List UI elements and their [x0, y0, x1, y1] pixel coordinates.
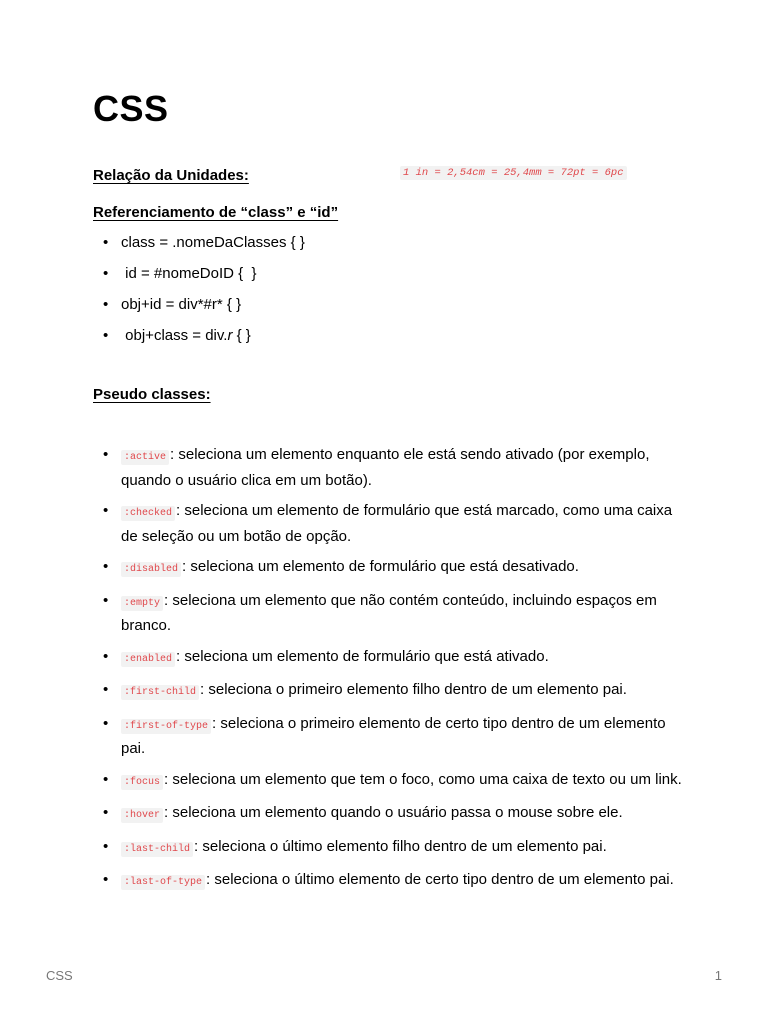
pseudo-code: :first-child: [121, 685, 199, 700]
pseudo-code: :empty: [121, 596, 163, 611]
list-item: [93, 802, 683, 828]
list-item: [93, 500, 683, 548]
bullet-icon: •: [103, 502, 109, 519]
list-item: [93, 556, 683, 582]
pseudo-code: :last-child: [121, 842, 193, 857]
pseudo-desc: : seleciona o último elemento de certo tipo dentro de um elemento pai.: [206, 871, 674, 888]
pseudo-code: :active: [121, 450, 169, 465]
bullet-icon: •: [103, 770, 109, 788]
pseudo-desc: : seleciona um elemento de formulário que está marcado, como uma caixa de seleção ou um botão de opção.: [121, 502, 673, 545]
bullet-icon: •: [103, 234, 109, 251]
bullet-icon: •: [103, 871, 109, 888]
list-item: [93, 325, 693, 356]
pseudo-code: :focus: [121, 775, 163, 790]
units-heading: Relação da Unidades:: [93, 167, 249, 184]
list-item: [93, 713, 683, 761]
page-number: 1: [714, 968, 722, 983]
pseudo-desc: : seleciona o último elemento filho dentro de um elemento pai.: [194, 837, 607, 855]
pseudo-code: :disabled: [121, 562, 181, 577]
bullet-icon: •: [103, 296, 109, 313]
list-item: [93, 646, 683, 672]
page-title: CSS: [93, 88, 169, 129]
bullet-icon: •: [103, 446, 109, 463]
pseudo-desc: : seleciona um elemento quando o usuário passa o mouse sobre ele.: [164, 804, 623, 821]
ref-item-suffix: { }: [232, 327, 251, 344]
bullet-icon: •: [103, 837, 109, 855]
list-item: [93, 679, 683, 705]
ref-item-text: id = #nomeDoID { }: [121, 265, 257, 282]
pseudo-code: :hover: [121, 808, 163, 823]
ref-item-italic: r: [227, 327, 233, 344]
pseudo-desc: : seleciona um elemento enquanto ele está sendo ativado (por exemplo, quando o usuário clica em um botão).: [121, 446, 650, 489]
list-item: [93, 294, 693, 325]
pseudo-desc: : seleciona um elemento de formulário que está ativado.: [176, 647, 549, 665]
bullet-icon: •: [103, 804, 109, 821]
bullet-icon: •: [103, 558, 109, 575]
bullet-icon: •: [103, 714, 109, 732]
bullet-icon: •: [103, 327, 109, 344]
footer-title: CSS: [46, 968, 73, 983]
pseudo-desc: : seleciona o primeiro elemento de certo tipo dentro de um elemento pai.: [121, 714, 666, 757]
pseudo-desc: : seleciona o primeiro elemento filho dentro de um elemento pai.: [200, 681, 627, 698]
ref-item-text: obj+id = div*#r* { }: [121, 296, 242, 313]
ref-heading: Referenciamento de “class” e “id”: [93, 204, 339, 221]
list-item: [93, 232, 693, 263]
ref-item-text: class = .nomeDaClasses { }: [121, 234, 305, 251]
list-item: [93, 263, 693, 294]
ref-list: [93, 232, 693, 356]
pseudo-code: :checked: [121, 506, 175, 521]
pseudo-code: :last-of-type: [121, 875, 205, 890]
bullet-icon: •: [103, 591, 109, 609]
pseudo-heading: Pseudo classes:: [93, 386, 211, 403]
pseudo-desc: : seleciona um elemento que tem o foco, como uma caixa de texto ou um link.: [164, 770, 682, 788]
list-item: [93, 769, 683, 795]
bullet-icon: •: [103, 265, 109, 282]
list-item: [93, 444, 683, 492]
pseudo-code: :first-of-type: [121, 719, 211, 734]
pseudo-code: :enabled: [121, 652, 175, 667]
pseudo-desc: : seleciona um elemento de formulário que está desativado.: [182, 558, 579, 575]
list-item: [93, 836, 683, 862]
ref-item-prefix: obj+class = div.: [121, 327, 228, 344]
list-item: [93, 590, 683, 638]
list-item: [93, 869, 683, 895]
bullet-icon: •: [103, 647, 109, 665]
units-code: 1 in = 2,54cm = 25,4mm = 72pt = 6pc: [400, 166, 627, 180]
bullet-icon: •: [103, 681, 109, 698]
pseudo-list: [93, 444, 683, 903]
pseudo-desc: : seleciona um elemento que não contém conteúdo, incluindo espaços em branco.: [121, 591, 657, 634]
